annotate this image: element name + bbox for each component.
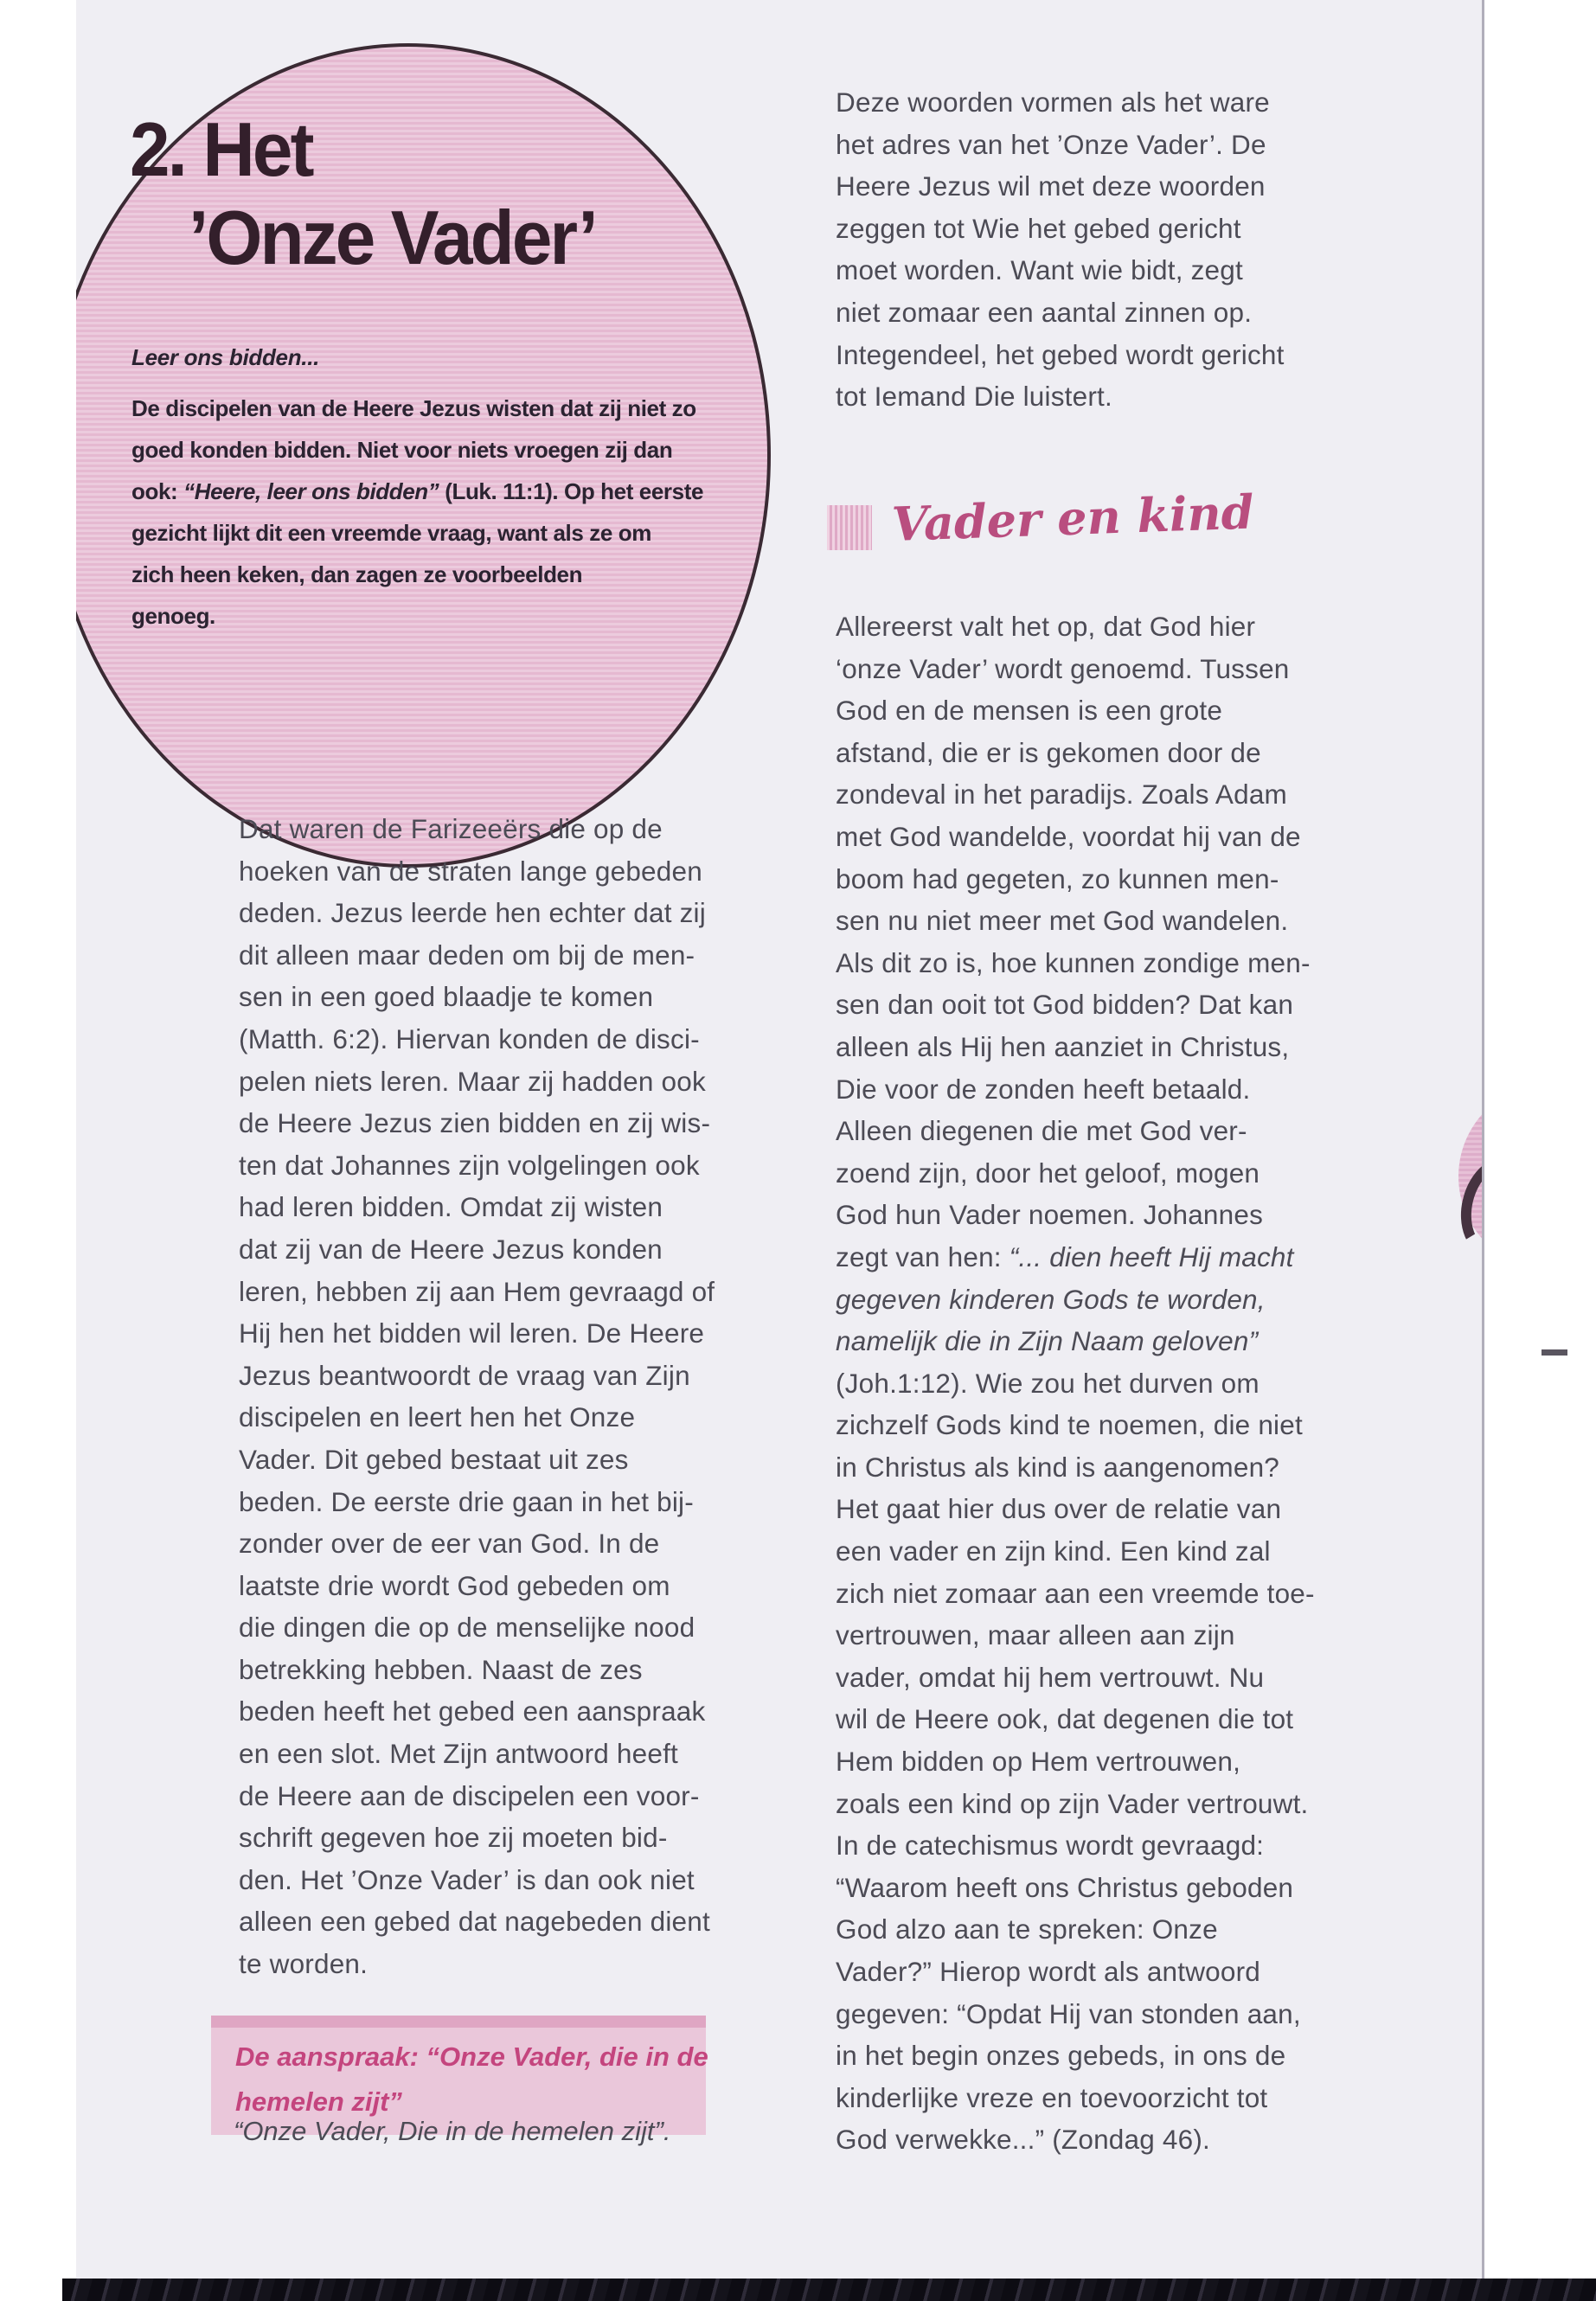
text-line: die dingen die op de menselijke nood: [239, 1612, 695, 1644]
section-marker-icon: [827, 505, 872, 550]
text-line: (Joh.1:12). Wie zou het durven om: [836, 1367, 1259, 1399]
callout-subline: “Onze Vader, Die in de hemelen zijt”.: [234, 2116, 671, 2146]
text-line: laatste drie wordt God gebeden om: [239, 1569, 670, 1601]
text-line: het adres van het ’Onze Vader’. De: [836, 128, 1266, 160]
page-edge: [1482, 0, 1484, 2280]
text-line: discipelen en leert hen het Onze: [239, 1401, 636, 1433]
text-line: afstand, die er is gekomen door de: [836, 736, 1261, 768]
text-line: moet worden. Want wie bidt, zegt: [836, 254, 1243, 286]
text-line: Hem bidden op Hem vertrouwen,: [836, 1746, 1241, 1778]
text-line: hemelen zijt”: [235, 2086, 402, 2117]
text-line: sen dan ooit tot God bidden? Dat kan: [836, 989, 1294, 1021]
text-line: Heere Jezus wil met deze woorden: [836, 170, 1266, 202]
text-line: sen in een goed blaadje te komen: [239, 981, 654, 1013]
section-heading: Vader en kind: [890, 484, 1255, 552]
intro-lead: Leer ons bidden...: [131, 344, 320, 370]
text-line: (Matth. 6:2). Hiervan konden de disci-: [239, 1022, 700, 1054]
text-line: Dat waren de Farizeeërs die op de: [239, 813, 663, 844]
text-line: boom had gegeten, zo kunnen men-: [836, 862, 1279, 894]
text-line: zich niet zomaar aan een vreemde toe-: [836, 1577, 1315, 1609]
text-line: kinderlijke vreze en toevoorzicht tot: [836, 2081, 1268, 2113]
text-line: namelijk die in Zijn Naam geloven”: [836, 1325, 1259, 1357]
text-line: “Waarom heeft ons Christus geboden: [836, 1871, 1294, 1903]
text-line: Vader?” Hierop wordt als antwoord: [836, 1956, 1261, 1987]
text-line: in Christus als kind is aangenomen?: [836, 1451, 1280, 1483]
text-line: den. Het ’Onze Vader’ is dan ook niet: [239, 1863, 695, 1895]
text-line: Deze woorden vormen als het ware: [836, 87, 1270, 118]
text-line: leren, hebben zij aan Hem gevraagd of: [239, 1275, 715, 1307]
text-line: een vader en zijn kind. Een kind zal: [836, 1535, 1271, 1567]
text-line: goed konden bidden. Niet voor niets vroegen zij dan: [131, 437, 673, 463]
text-line: zondeval in het paradijs. Zoals Adam: [836, 779, 1287, 811]
right-column-paragraph-1: [836, 81, 1285, 418]
text-line: God hun Vader noemen. Johannes: [836, 1199, 1264, 1231]
text-line: sen nu niet meer met God wandelen.: [836, 905, 1289, 937]
text-line: alleen als Hij hen aanziet in Christus,: [836, 1030, 1290, 1062]
text-line: hoeken van de straten lange gebeden: [239, 855, 702, 887]
text-line: in het begin onzes gebeds, in ons de: [836, 2040, 1286, 2072]
text-line: In de catechismus wordt gevraagd:: [836, 1830, 1265, 1862]
section-heading-row: [827, 484, 1255, 552]
book-page: [76, 0, 1483, 2280]
intro-paragraph: [131, 388, 703, 637]
text-line: schrift gegeven hoe zij moeten bid-: [239, 1822, 668, 1854]
text-line: en een slot. Met Zijn antwoord heeft: [239, 1738, 678, 1770]
text-line: te worden.: [239, 1948, 369, 1980]
text-line: God alzo aan te spreken: Onze: [836, 1913, 1218, 1945]
text-line: genoeg.: [131, 603, 215, 629]
text-line: Integendeel, het gebed wordt gericht: [836, 338, 1285, 370]
text-line: Die voor de zonden heeft betaald.: [836, 1073, 1251, 1105]
text-line: Jezus beantwoordt de vraag van Zijn: [239, 1359, 690, 1391]
text-line: gegeven: “Opdat Hij van stonden aan,: [836, 1997, 1301, 2029]
text-line: zoals een kind op zijn Vader vertrouwt.: [836, 1787, 1309, 1819]
text-line: niet zomaar een aantal zinnen op.: [836, 296, 1253, 328]
text-line: Vader. Dit gebed bestaat uit zes: [239, 1443, 629, 1475]
text-line: vertrouwen, maar alleen aan zijn: [836, 1619, 1235, 1651]
text-line: had leren bidden. Omdat zij wisten: [239, 1191, 663, 1223]
text-line: God verwekke...” (Zondag 46).: [836, 2124, 1210, 2156]
text-line: Als dit zo is, hoe kunnen zondige men-: [836, 946, 1311, 978]
text-line: tot Iemand Die luistert.: [836, 381, 1112, 413]
text-line: beden. De eerste drie gaan in het bij-: [239, 1485, 694, 1517]
chapter-title-line1: 2. Het: [130, 106, 312, 192]
right-page-margin: [1484, 0, 1596, 2280]
right-column-paragraph-2: [836, 606, 1315, 2161]
text-line: Allereerst valt het op, dat God hier: [836, 611, 1256, 642]
text-line: ook: “Heere, leer ons bidden” (Luk. 11:1). Op het eerste: [131, 478, 704, 504]
text-line: ten dat Johannes zijn volgelingen ook: [239, 1149, 700, 1181]
text-line: de Heere Jezus zien bidden en zij wis-: [239, 1107, 711, 1139]
text-line: wil de Heere ook, dat degenen die tot: [836, 1703, 1294, 1735]
text-line: dat zij van de Heere Jezus konden: [239, 1233, 663, 1265]
text-line: ‘onze Vader’ wordt genoemd. Tussen: [836, 652, 1290, 684]
margin-mark: [1542, 1349, 1567, 1356]
text-line: De discipelen van de Heere Jezus wisten dat zij niet zo: [131, 395, 696, 421]
text-line: zonder over de eer van God. In de: [239, 1528, 660, 1560]
text-line: Het gaat hier dus over de relatie van: [836, 1493, 1282, 1525]
callout-text: [235, 2035, 706, 2125]
text-line: zich heen keken, dan zagen ze voorbeelden: [131, 561, 583, 587]
text-line: betrekking hebben. Naast de zes: [239, 1653, 643, 1685]
text-line: pelen niets leren. Maar zij hadden ook: [239, 1065, 706, 1097]
text-line: gezicht lijkt dit een vreemde vraag, want als ze om: [131, 520, 651, 546]
text-line: zoend zijn, door het geloof, mogen: [836, 1157, 1260, 1189]
text-line: beden heeft het gebed een aanspraak: [239, 1695, 706, 1727]
text-line: De aanspraak: “Onze Vader, die in de: [235, 2041, 708, 2072]
text-line: Alleen diegenen die met God ver-: [836, 1115, 1247, 1147]
text-line: dit alleen maar deden om bij de men-: [239, 939, 695, 971]
text-line: gegeven kinderen Gods te worden,: [836, 1283, 1266, 1315]
text-line: alleen een gebed dat nagebeden dient: [239, 1906, 710, 1938]
chapter-title-line2: ’Onze Vader’: [189, 195, 596, 280]
left-column-paragraph: [239, 808, 715, 1985]
text-line: zeggen tot Wie het gebed gericht: [836, 212, 1241, 244]
book-bottom-edge: [62, 2279, 1596, 2301]
text-line: Hij hen het bidden wil leren. De Heere: [239, 1317, 705, 1349]
text-line: zichzelf Gods kind te noemen, die niet: [836, 1409, 1303, 1441]
text-line: vader, omdat hij hem vertrouwt. Nu: [836, 1661, 1265, 1693]
text-line: God en de mensen is een grote: [836, 695, 1223, 727]
text-line: met God wandelde, voordat hij van de: [836, 820, 1301, 852]
text-line: de Heere aan de discipelen een voor-: [239, 1779, 700, 1811]
text-line: deden. Jezus leerde hen echter dat zij: [239, 897, 706, 929]
text-line: zegt van hen: “... dien heeft Hij macht: [836, 1240, 1294, 1272]
